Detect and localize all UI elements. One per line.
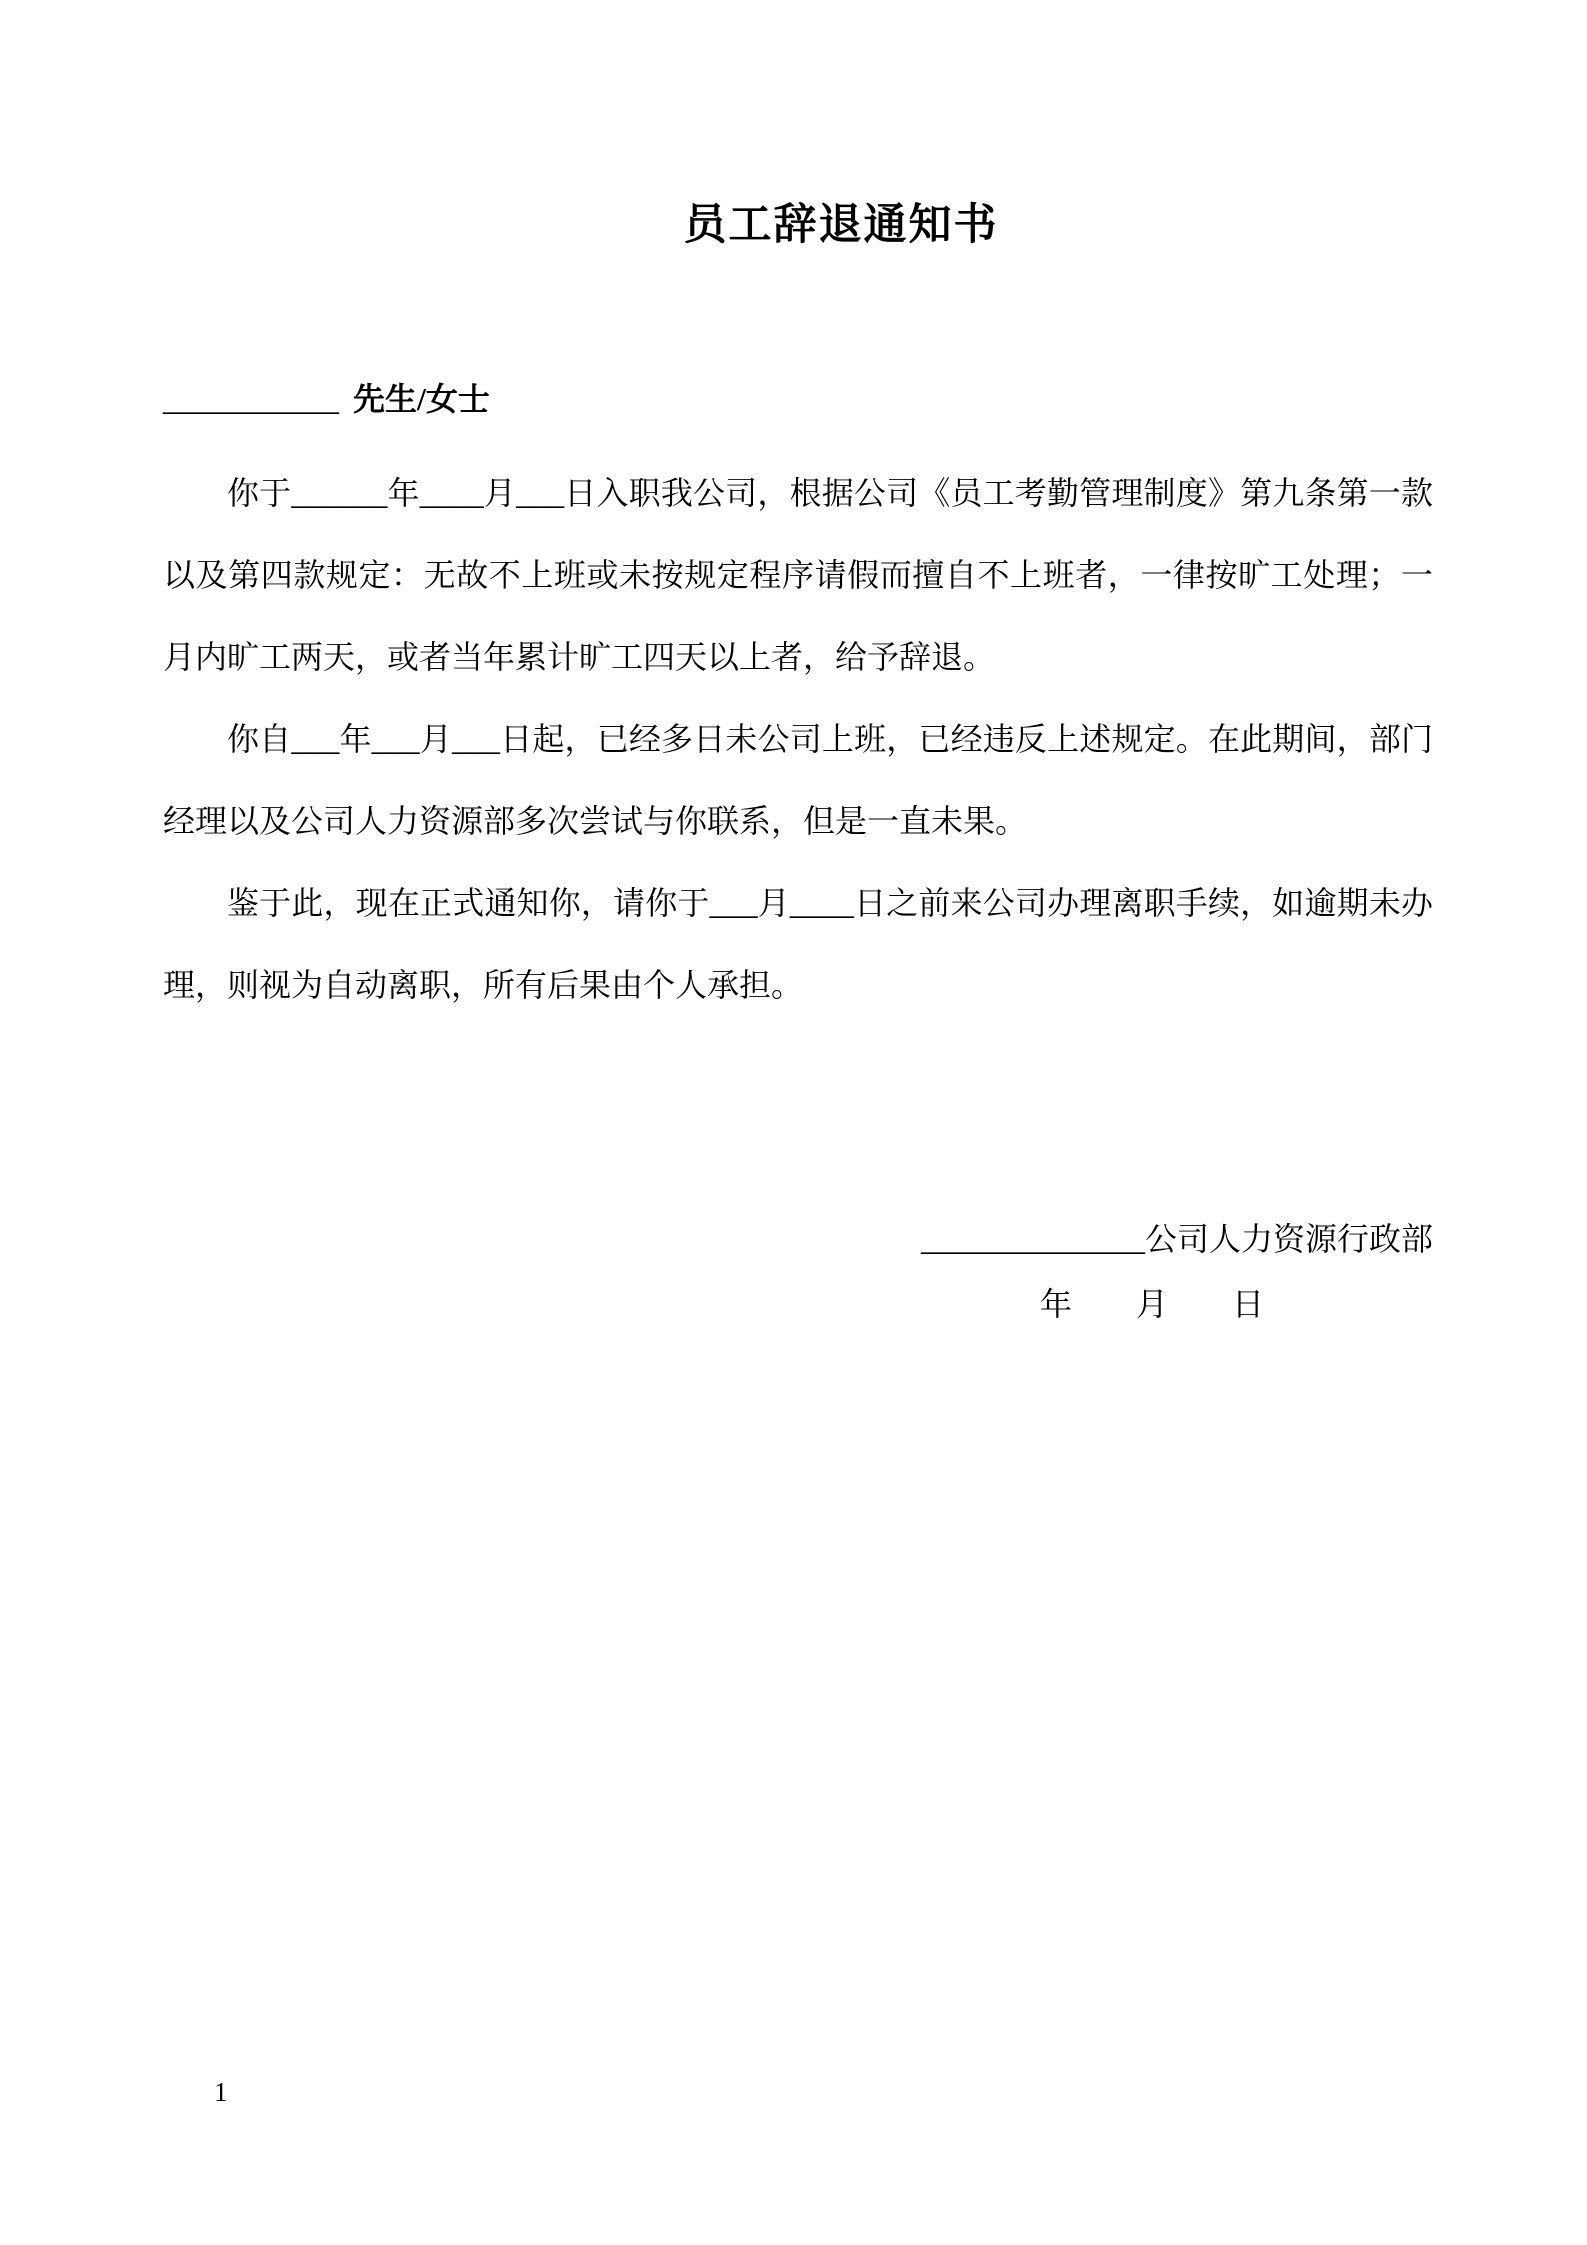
signature-line (163, 1198, 1433, 1280)
body-paragraph-2: 你自___年___月___日起，已经多日未公司上班，已经违反上述规定。在此期间，部门经理以及公司人力资源部多次尝试与你联系，但是一直未果。 (163, 721, 1433, 839)
signature-department: 公司人力资源行政部 (1144, 1221, 1433, 1257)
body-paragraph-1: 你于______年____月___日入职我公司，根据公司《员工考勤管理制度》第九条第一款以及第四款规定：无故不上班或未按规定程序请假而擅自不上班者，一律按旷工处理；一月内旷工两天，或者当年累计旷工四天以上者，给予辞退。 (163, 475, 1433, 675)
document-title: 员工辞退通知书 (683, 202, 999, 249)
document-body (163, 452, 1433, 1026)
date-line: 年 月 日 (1039, 1286, 1264, 1322)
salutation-label: 先生/女士 (353, 381, 490, 417)
body-paragraph-3: 鉴于此，现在正式通知你，请你于___月____日之前来公司办理离职手续，如逾期未办理，则视为自动离职，所有后果由个人承担。 (163, 885, 1433, 1003)
page-number: 1 (214, 2077, 228, 2107)
recipient-name-blank: ___________ (163, 381, 339, 417)
salutation-line (163, 358, 1433, 440)
signature-blank: ______________ (920, 1221, 1145, 1257)
